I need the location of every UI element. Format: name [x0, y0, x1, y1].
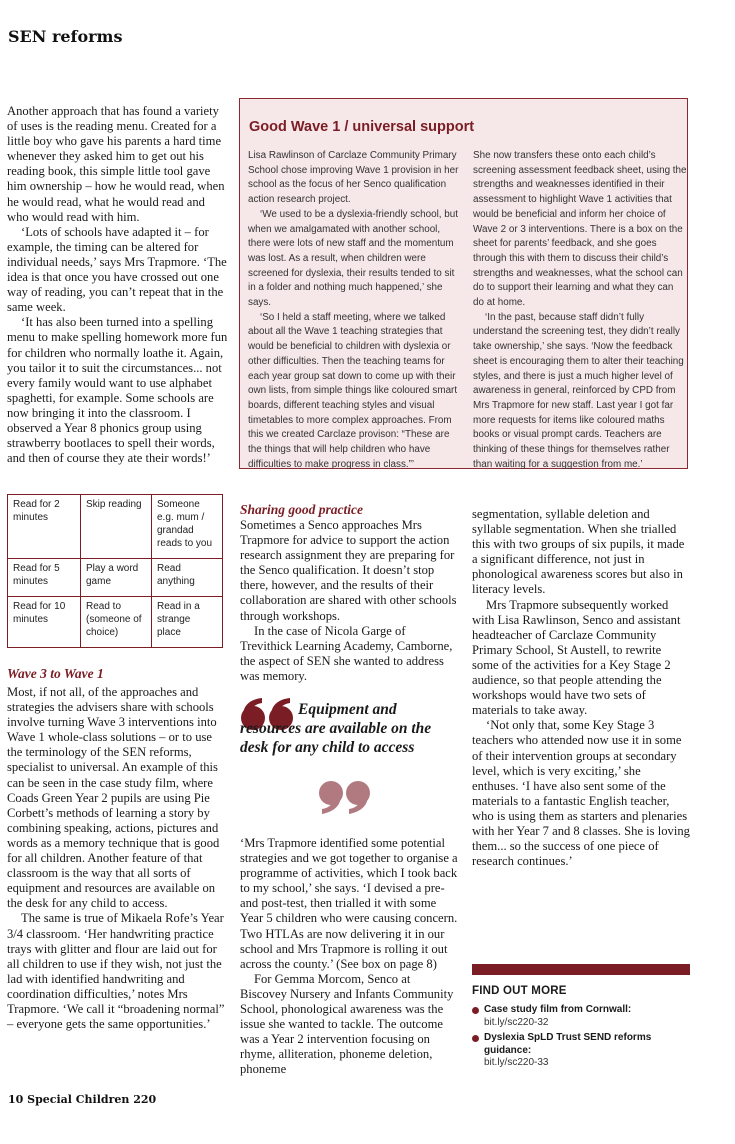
- paragraph: Lisa Rawlinson of Carclaze Community Primary School chose improving Wave 1 provision in her school as the focus of her Senco qualification action research project.: [248, 150, 459, 206]
- find-out-more-rule: [472, 964, 690, 975]
- resource-link-item[interactable]: [472, 1004, 690, 1029]
- table-cell: Skip reading: [81, 495, 152, 559]
- bullet-icon: [472, 1007, 479, 1014]
- sharing-column-text-continued: [240, 836, 458, 1078]
- wave1-support-box: [239, 98, 688, 469]
- pull-quote-text: Equipment and resources are available on the desk for any child to access: [240, 701, 432, 756]
- close-quote-icon: [318, 780, 372, 814]
- find-out-more-title: FIND OUT MORE: [472, 985, 567, 997]
- paragraph: ‘It has also been turned into a spelling menu to make spelling homework more fun for children who normally loathe it. Again, you tailor it to suit the circumstances... not every family would want to use alphabet spaghetti, for example. Some schools are now bringing it into the classroom. I observed a Year 8 phonics group using strawberry bootlaces to spell their words, and then of course they ate their words!’: [7, 315, 228, 466]
- table-cell: Read for 2 minutes: [8, 495, 81, 559]
- paragraph: ‘So I held a staff meeting, where we talked about all the Wave 1 teaching strategies that would be beneficial to children with dyslexia or other difficulties. Then the teaching teams for each year group sat down to come up with their own lists, from simple things like coloured smart boards, different teaching styles and visual timetables to more complex approaches. From this we created Carclaze provison: “These are the things that will help children who have difficulties to make progress in class.”’: [248, 311, 458, 470]
- reading-menu-table: [7, 494, 223, 648]
- bullet-icon: [472, 1035, 479, 1042]
- intro-column-text: [7, 104, 229, 466]
- pull-quote: [240, 700, 458, 757]
- right-column-text: [472, 507, 690, 869]
- paragraph: Mrs Trapmore subsequently worked with Lisa Rawlinson, Senco and assistant headteacher of Carclaze Community Primary School, St Austell, to rewrite some of the activities for a Key Stage 2 audience, so that people attending the workshops would have two sets of materials to take away.: [472, 597, 681, 718]
- table-cell: Read in a strange place: [152, 597, 223, 648]
- paragraph: Sometimes a Senco approaches Mrs Trapmore for advice to support the action research assignment they are preparing for the Senco qualification. It doesn’t stop there, however, and the results of their collaboration are shared with other schools through workshops.: [240, 518, 457, 623]
- resource-title: Case study film from Cornwall:: [484, 1004, 632, 1015]
- page-section-title: SEN reforms: [8, 27, 123, 46]
- sharing-column-text: [240, 518, 458, 684]
- paragraph: ‘In the past, because staff didn’t fully understand the screening test, they didn’t really take ownership,’ she says. ‘Now the feedback sheet is encouraging them to alter their teaching styles, and there is just a much higher level of awareness in general, reinforced by CPD from Mrs Trapmore for new staff. Last year I got far more requests for items like coloured maths books or visual prompt cards. Teachers are thinking of these things for themselves rather than waiting for a suggestion from me.’: [473, 311, 684, 470]
- table-cell: Read anything: [152, 559, 223, 597]
- paragraph: ‘Mrs Trapmore identified some potential strategies and we got together to organise a programme of activities, which I took back to my school,’ she says. ‘I devised a pre- and post-test, then trialled it with some Year 5 children who were causing concern. Two HTLAs are now delivering it in our school and Mrs Trapmore is rolling it out across the county.’ (See box on page 8): [240, 836, 458, 971]
- box-title: Good Wave 1 / universal support: [249, 119, 475, 135]
- table-cell: Read for 10 minutes: [8, 597, 81, 648]
- resource-url[interactable]: bit.ly/sc220-32: [484, 1016, 549, 1028]
- table-cell: Read for 5 minutes: [8, 559, 81, 597]
- paragraph: ‘Not only that, some Key Stage 3 teachers who attended now use it in some of their intervention groups at secondary level, which is very exciting,’ she enthuses. ‘I have also sent some of the materials to a fantastic English teacher, who is using them as starters and plenaries with her Year 7 and 8 classes. She is loving them... so the success of one piece of research continues.’: [472, 718, 690, 869]
- paragraph: ‘We used to be a dyslexia-friendly school, but when we amalgamated with another school, there were lots of new staff and the momentum was lost. As a result, when children were screened for dyslexia, their results tended to sit in a folder and nothing much happened,’ she says.: [248, 208, 458, 309]
- sharing-section-heading: Sharing good practice: [240, 502, 364, 517]
- table-cell: Play a word game: [81, 559, 152, 597]
- table-cell: Read to (someone of choice): [81, 597, 152, 648]
- paragraph: The same is true of Mikaela Rofe’s Year 3/4 classroom. ‘Her handwriting practice trays with glitter and flour are laid out for all children to use if they wish, not just the lad with identified handwriting and coordination difficulties,’ notes Mrs Trapmore. ‘We call it “broadening normal” – everyone gets the same opportunities.’: [7, 911, 225, 1032]
- paragraph: In the case of Nicola Garge of Trevithick Learning Academy, Camborne, the aspect of SEN she wanted to address was memory.: [240, 623, 453, 683]
- paragraph: For Gemma Morcom, Senco at Biscovey Nursery and Infants Community School, phonological awareness was the issue she wanted to tackle. The outcome was a Year 2 intervention focusing on rhyme, alliteration, phoneme deletion, phoneme: [240, 971, 454, 1077]
- resource-title: Dyslexia SpLD Trust SEND reforms guidance:: [484, 1032, 652, 1056]
- page-footer: 10 Special Children 220: [8, 1093, 157, 1106]
- table-row: [8, 597, 223, 648]
- resource-url[interactable]: bit.ly/sc220-33: [484, 1057, 549, 1068]
- paragraph: Another approach that has found a variety of uses is the reading menu. Created for a little boy who gave his parents a hard time whenever they asked him to get out his reading book, this simple little tool gave him ownership – how he would read, when he would read, what he would read and who would read with him.: [7, 104, 225, 224]
- resource-link-item[interactable]: [472, 1032, 690, 1070]
- paragraph: ‘Lots of schools have adapted it – for example, the timing can be altered for individual needs,’ says Mrs Trapmore. ‘The idea is that once you have crossed out one way of reading, you can’t repeat that in the same week.: [7, 224, 227, 315]
- paragraph: Most, if not all, of the approaches and strategies the advisers share with schools involve turning Wave 3 interventions into Wave 1 whole-class solutions – or to use the terminology of the SEN reforms, specialist to universal. An example of this can be seen in the case study film, where Coads Green Year 2 pupils are using Pie Corbett’s methods of learning a story by combining speaking, actions, pictures and words as a memory technique that is good for all children. Another feature of that classroom is the way that all sorts of equipment and resources are available on the desk for any child to access.: [7, 685, 220, 911]
- box-column-right: [473, 149, 687, 472]
- wave-section-heading: Wave 3 to Wave 1: [7, 666, 104, 681]
- table-row: [8, 559, 223, 597]
- table-cell: Someone e.g. mum / grandad reads to you: [152, 495, 223, 559]
- wave-column-text: [7, 685, 229, 1032]
- box-column-left: [248, 149, 462, 472]
- table-row: [8, 495, 223, 559]
- paragraph: segmentation, syllable deletion and syllable segmentation. When she trialled this with two groups of six pupils, it made a significant difference, not just in phonological awareness scores but also in literacy levels.: [472, 507, 685, 597]
- paragraph: She now transfers these onto each child’s screening assessment feedback sheet, using the strengths and weaknesses identified in their assessment to highlight Wave 1 activities that would be beneficial and inform her choice of Wave 2 or 3 interventions. There is a box on the sheet for parents’ feedback, and she goes through this with them to discuss their child’s strengths and weaknesses, what the school can do to support their learning and what they can do at home.: [473, 150, 687, 309]
